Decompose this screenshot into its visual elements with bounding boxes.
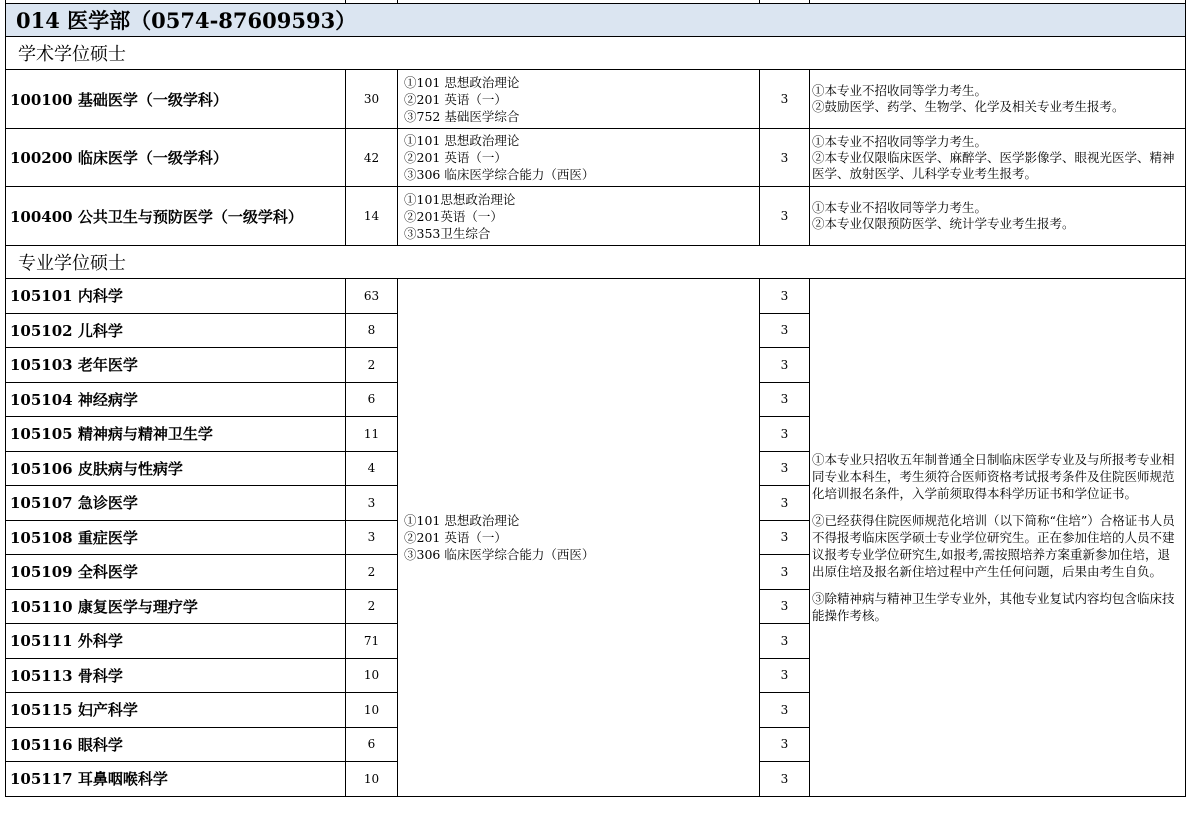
exam-subject: ②201 英语（一） — [404, 91, 507, 107]
exam-subject: ③306 临床医学综合能力（西医） — [404, 167, 595, 182]
retest-count: 3 — [760, 555, 810, 590]
exam-subjects — [398, 70, 760, 129]
enrollment-count: 14 — [346, 187, 398, 246]
major-name: 105106 皮肤病与性病学 — [6, 451, 346, 486]
remark-item: ①本专业不招收同等学力考生。 — [812, 83, 988, 98]
exam-subject: ③306 临床医学综合能力（西医） — [404, 546, 595, 562]
enrollment-count: 3 — [346, 486, 398, 521]
major-name: 105116 眼科学 — [6, 727, 346, 762]
retest-count: 3 — [760, 520, 810, 555]
major-name: 105103 老年医学 — [6, 348, 346, 383]
major-name: 105109 全科医学 — [6, 555, 346, 590]
academic-section-title: 学术学位硕士 — [6, 37, 1186, 70]
exam-subject: ②201英语（一） — [404, 208, 503, 224]
enrollment-count: 4 — [346, 451, 398, 486]
major-name: 105110 康复医学与理疗学 — [6, 589, 346, 624]
table-row — [6, 279, 1186, 314]
department-title: 014 医学部（0574-87609593） — [6, 4, 1186, 37]
enrollment-count: 42 — [346, 129, 398, 187]
retest-count: 3 — [760, 129, 810, 187]
retest-count: 3 — [760, 279, 810, 314]
retest-count: 3 — [760, 187, 810, 246]
department-header-row — [6, 4, 1186, 37]
exam-subject: ③353卫生综合 — [404, 225, 491, 241]
exam-subject: ①101 思想政治理论 — [404, 74, 520, 90]
retest-count: 3 — [760, 313, 810, 348]
retest-count: 3 — [760, 382, 810, 417]
major-name: 105102 儿科学 — [6, 313, 346, 348]
major-name: 100200 临床医学（一级学科） — [6, 129, 346, 187]
major-name: 100400 公共卫生与预防医学（一级学科） — [6, 187, 346, 246]
remark-item: ②本专业仅限临床医学、麻醉学、医学影像学、眼视光医学、精神医学、放射医学、儿科学专业考生报考。 — [812, 149, 1175, 181]
enrollment-table — [5, 0, 1186, 797]
retest-count: 3 — [760, 624, 810, 659]
enrollment-count: 2 — [346, 589, 398, 624]
major-name: 105113 骨科学 — [6, 658, 346, 693]
retest-count: 3 — [760, 727, 810, 762]
remark-item: ③除精神病与精神卫生学专业外，其他专业复试内容均包含临床技能操作考核。 — [812, 590, 1175, 623]
exam-subject: ②201 英语（一） — [404, 529, 507, 545]
retest-count: 3 — [760, 658, 810, 693]
major-name: 100100 基础医学（一级学科） — [6, 70, 346, 129]
exam-subjects — [398, 279, 760, 797]
enrollment-count: 10 — [346, 762, 398, 797]
exam-subject: ①101思想政治理论 — [404, 191, 516, 207]
exam-subject: ③752 基础医学综合 — [404, 108, 520, 124]
enrollment-count: 10 — [346, 658, 398, 693]
table-row — [6, 187, 1186, 246]
retest-count: 3 — [760, 417, 810, 452]
table-row — [6, 70, 1186, 129]
remarks — [810, 70, 1186, 129]
enrollment-count: 8 — [346, 313, 398, 348]
exam-subject: ②201 英语（一） — [404, 150, 507, 165]
enrollment-count: 2 — [346, 348, 398, 383]
enrollment-count: 11 — [346, 417, 398, 452]
enrollment-count: 3 — [346, 520, 398, 555]
remarks — [810, 279, 1186, 797]
remark-item: ①本专业只招收五年制普通全日制临床医学专业及与所报考专业相同专业本科生，考生须符合医师资格考试报考条件及住院医师规范化培训报名条件，入学前须取得本科学历证书和学位证书。 — [812, 451, 1175, 501]
academic-section-row — [6, 37, 1186, 70]
enrollment-count: 30 — [346, 70, 398, 129]
remarks — [810, 129, 1186, 187]
table-row — [6, 129, 1186, 187]
retest-count: 3 — [760, 348, 810, 383]
retest-count: 3 — [760, 693, 810, 728]
remark-item: ②鼓励医学、药学、生物学、化学及相关专业考生报考。 — [812, 99, 1125, 114]
major-name: 105105 精神病与精神卫生学 — [6, 417, 346, 452]
exam-subjects — [398, 187, 760, 246]
enrollment-count: 6 — [346, 382, 398, 417]
retest-count: 3 — [760, 589, 810, 624]
remark-item: ①本专业不招收同等学力考生。 — [812, 133, 988, 149]
retest-count: 3 — [760, 762, 810, 797]
enrollment-count: 63 — [346, 279, 398, 314]
exam-subject: ①101 思想政治理论 — [404, 512, 520, 528]
exam-subject: ①101 思想政治理论 — [404, 133, 520, 148]
major-name: 105111 外科学 — [6, 624, 346, 659]
enrollment-count: 10 — [346, 693, 398, 728]
remarks — [810, 187, 1186, 246]
retest-count: 3 — [760, 486, 810, 521]
enrollment-count: 71 — [346, 624, 398, 659]
retest-count: 3 — [760, 70, 810, 129]
remark-item: ②已经获得住院医师规范化培训（以下简称“住培”）合格证书人员不得报考临床医学硕士专业学位研究生。正在参加住培的人员不建议报考专业学位研究生,如报考,需按照培养方案重新参加住培，退出原住培及报名新住培过程中产生任何问题，后果由考生自负。 — [812, 512, 1175, 579]
enrollment-count: 6 — [346, 727, 398, 762]
professional-section-title: 专业学位硕士 — [6, 246, 1186, 279]
remark-item: ②本专业仅限预防医学、统计学专业考生报考。 — [812, 216, 1075, 231]
enrollment-count: 2 — [346, 555, 398, 590]
retest-count: 3 — [760, 451, 810, 486]
professional-section-row — [6, 246, 1186, 279]
major-name: 105101 内科学 — [6, 279, 346, 314]
major-name: 105104 神经病学 — [6, 382, 346, 417]
exam-subjects — [398, 129, 760, 187]
major-name: 105115 妇产科学 — [6, 693, 346, 728]
major-name: 105117 耳鼻咽喉科学 — [6, 762, 346, 797]
major-name: 105107 急诊医学 — [6, 486, 346, 521]
major-name: 105108 重症医学 — [6, 520, 346, 555]
remark-item: ①本专业不招收同等学力考生。 — [812, 200, 988, 215]
